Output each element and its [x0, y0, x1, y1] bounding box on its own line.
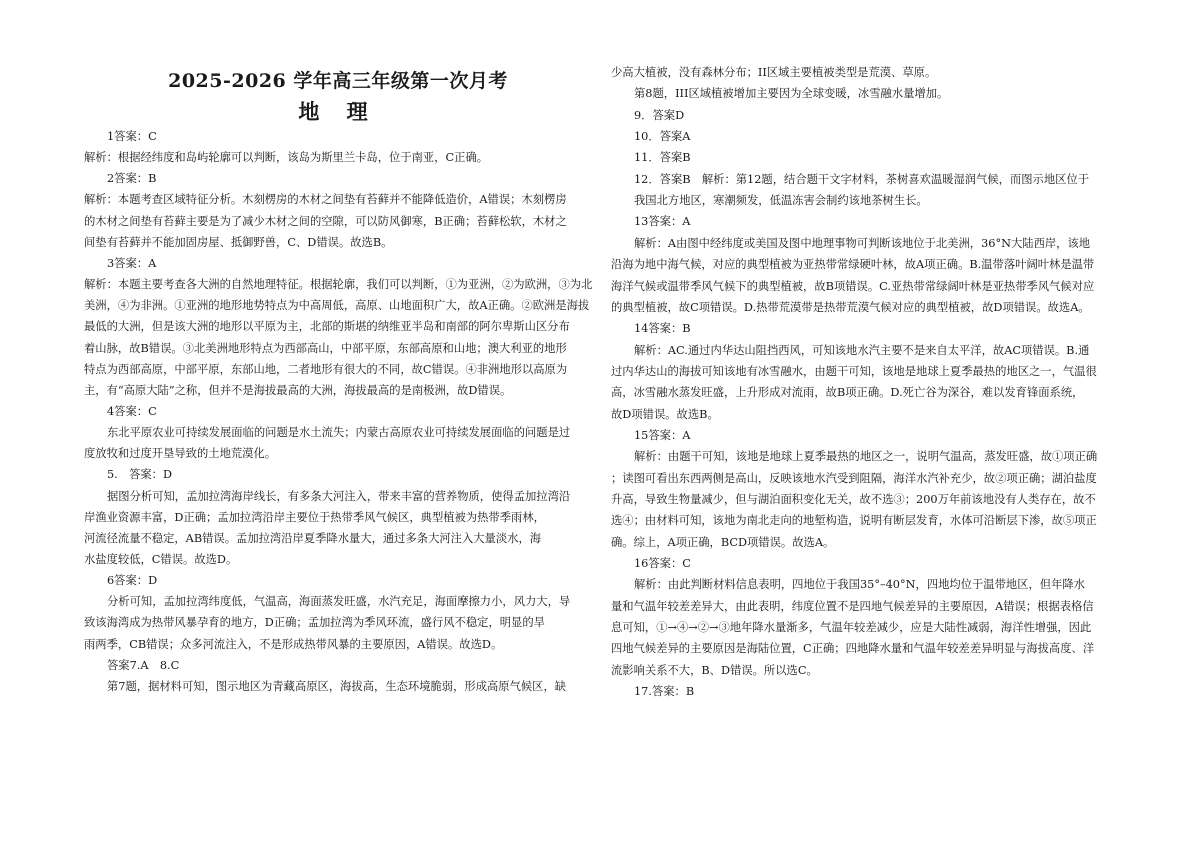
text-line: 少高大植被，没有森林分布；II区域主要植被类型是荒漠、草原。 — [611, 66, 937, 79]
text-line: 高，冰雪融水蒸发旺盛，上升形成对流雨，故B项正确。D.死亡谷为深谷，难以发育锋面系统， — [611, 386, 1084, 400]
text-line: 15答案：A — [634, 428, 691, 442]
text-line: 最低的大洲，但是该大洲的地形以平原为主，北部的斯堪的纳维亚半岛和南部的阿尔卑斯山区分布 — [84, 320, 570, 334]
text-line: 确。综上，A项正确，BCD项错误。故选A。 — [611, 535, 835, 549]
text-line: 息可知，①→④→②→③地年降水量渐多，气温年较差减少，应是大陆性减弱，海洋性增强，因此 — [611, 621, 1092, 635]
exam-subject: 地 理 — [298, 99, 378, 124]
text-line: 12．答案B 解析：第12题，结合题干文字材料，茶树喜欢温暖湿润气候，而图示地区位于 — [634, 172, 1090, 186]
text-line: 美洲，④为非洲。①亚洲的地形地势特点为中高周低，高原、山地面积广大，故A正确。②欧洲是海拔 — [84, 299, 590, 313]
text-line: 河流径流量不稳定，AB错误。孟加拉湾沿岸夏季降水量大，通过多条大河注入大量淡水，海 — [84, 531, 542, 545]
text-line: 的典型植被，故C项错误。D.热带荒漠带是热带荒漠气候对应的典型植被，故D项错误。故选A。 — [611, 300, 1090, 314]
text-line: 5. 答案：D — [107, 468, 173, 482]
text-line: 流影响关系不大，B、D错误。所以选C。 — [611, 663, 818, 677]
text-line: 4答案：C — [107, 404, 157, 418]
text-line: 分析可知，孟加拉湾纬度低，气温高，海面蒸发旺盛，水汽充足，海面摩擦力小，风力大，导 — [107, 595, 571, 609]
text-line: 海洋气候或温带季风气候下的典型植被，故B项错误。C.亚热带常绿阔叶林是亚热带季风气候对应 — [611, 279, 1095, 293]
text-line: 16答案：C — [634, 557, 691, 571]
text-line: 解析：由此判断材料信息表明，四地位于我国35°–40°N，四地均位于温带地区，但年降水 — [634, 578, 1085, 592]
text-line: 3答案：A — [107, 256, 157, 270]
text-line: 解析：由题干可知，该地是地球上夏季最热的地区之一，说明气温高，蒸发旺盛，故①项正确 — [634, 450, 1098, 464]
text-line: 解析：A由图中经纬度或美国及图中地理事物可判断该地位于北美洲，36°N大陆西岸，该地 — [634, 236, 1091, 250]
text-line: 特点为西部高原，中部平原，东部山地，二者地形有很大的不同，故C错误。④非洲地形以高原为 — [84, 362, 568, 376]
text-line: ；读图可看出东西两侧是高山，反映该地水汽受到阻隔，海洋水汽补充少，故②项正确；湖泊盐度 — [611, 471, 1097, 485]
text-line: 解析：本题主要考查各大洲的自然地理特征。根据轮廓，我们可以判断，①为亚洲，②为欧洲，③为北 — [84, 278, 593, 292]
text-line: 我国北方地区，寒潮频发，低温冻害会制约该地茶树生长。 — [634, 194, 928, 208]
text-line: 致该海湾成为热带风暴孕育的地方，D正确；孟加拉湾为季风环流，盛行风不稳定，明显的旱 — [84, 616, 545, 630]
text-line: 据图分析可知，孟加拉湾海岸线长，有多条大河注入，带来丰富的营养物质，使得孟加拉湾沿 — [107, 489, 571, 503]
text-line: 解析：本题考查区域特征分析。木刻楞房的木材之间垫有苔藓并不能降低造价，A错误；木刻楞房 — [84, 193, 567, 207]
text-line: 答案7.A 8.C — [107, 658, 180, 672]
text-line: 度放牧和过度开垦导致的土地荒漠化。 — [84, 447, 277, 461]
text-line: 17.答案：B — [634, 685, 695, 699]
text-line: 9．答案D — [634, 108, 685, 122]
text-line: 6答案：D — [107, 574, 158, 588]
text-line: 11．答案B — [634, 151, 691, 165]
text-line: 14答案：B — [634, 322, 691, 336]
text-line: 四地气候差异的主要原因是海陆位置，C正确；四地降水量和气温年较差差异明显与海拔高度、洋 — [611, 642, 1095, 656]
text-line: 选④；由材料可知，该地为南北走向的地堑构造，说明有断层发育，水体可沿断层下渗，故⑤项正 — [611, 514, 1097, 528]
text-line: 雨两季，CB错误；众多河流注入，不是形成热带风暴的主要原因，A错误。故选D。 — [84, 637, 503, 651]
text-line: 着山脉，故B错误。③北美洲地形特点为西部高山，中部平原，东部高原和山地；澳大利亚的地形 — [84, 341, 567, 355]
text-line: 升高，导致生物量减少，但与湖泊面积变化无关，故不选③；200万年前该地没有人类存在，故不 — [611, 493, 1096, 506]
text-line: 第7题，据材料可知，图示地区为青藏高原区，海拔高，生态环境脆弱，形成高原气候区，缺 — [107, 679, 567, 693]
text-line: 解析：根据经纬度和岛屿轮廓可以判断，该岛为斯里兰卡岛，位于南亚，C正确。 — [84, 151, 489, 165]
text-line: 1答案：C — [107, 130, 157, 143]
text-line: 沿海为地中海气候，对应的典型植被为亚热带常绿硬叶林，故A项正确。B.温带落叶阔叶林是温带 — [611, 258, 1095, 272]
text-line: 水盐度较低，C错误。故选D。 — [84, 553, 238, 566]
text-line: 故D项错误。故选B。 — [611, 407, 719, 421]
exam-title: 2025-2026 学年高三年级第一次月考 — [168, 70, 508, 92]
text-line: 量和气温年较差差异大，由此表明，纬度位置不是四地气候差异的主要原因，A错误；根据表格信 — [611, 599, 1094, 613]
text-line: 解析：AC.通过内华达山阻挡西风，可知该地水汽主要不是来自太平洋，故AC项错误。B.通 — [634, 343, 1090, 357]
text-line: 的木材之间垫有苔藓主要是为了减少木材之间的空隙，可以防风御寒，B正确；苔藓松软，木材之 — [84, 214, 567, 228]
text-line: 过内华达山的海拔可知该地有冰雪融水，由题干可知，该地是地球上夏季最热的地区之一，气温很 — [611, 364, 1097, 378]
text-line: 岸渔业资源丰富，D正确；孟加拉湾沿岸主要位于热带季风气候区，典型植被为热带季雨林， — [84, 510, 545, 524]
text-line: 主，有“高原大陆”之称，但并不是海拔最高的大洲，海拔最高的是南极洲，故D错误。 — [84, 383, 512, 397]
text-line: 2答案：B — [107, 172, 157, 186]
text-line: 13答案：A — [634, 215, 691, 229]
text-line: 第8题，III区域植被增加主要因为全球变暖，冰雪融水量增加。 — [634, 87, 949, 101]
text-line: 东北平原农业可持续发展面临的问题是水土流失；内蒙古高原农业可持续发展面临的问题是过 — [107, 426, 571, 440]
text-line: 10．答案A — [634, 130, 691, 144]
text-line: 间垫有苔藓并不能加固房屋、抵御野兽，C、D错误。故选B。 — [84, 235, 393, 249]
